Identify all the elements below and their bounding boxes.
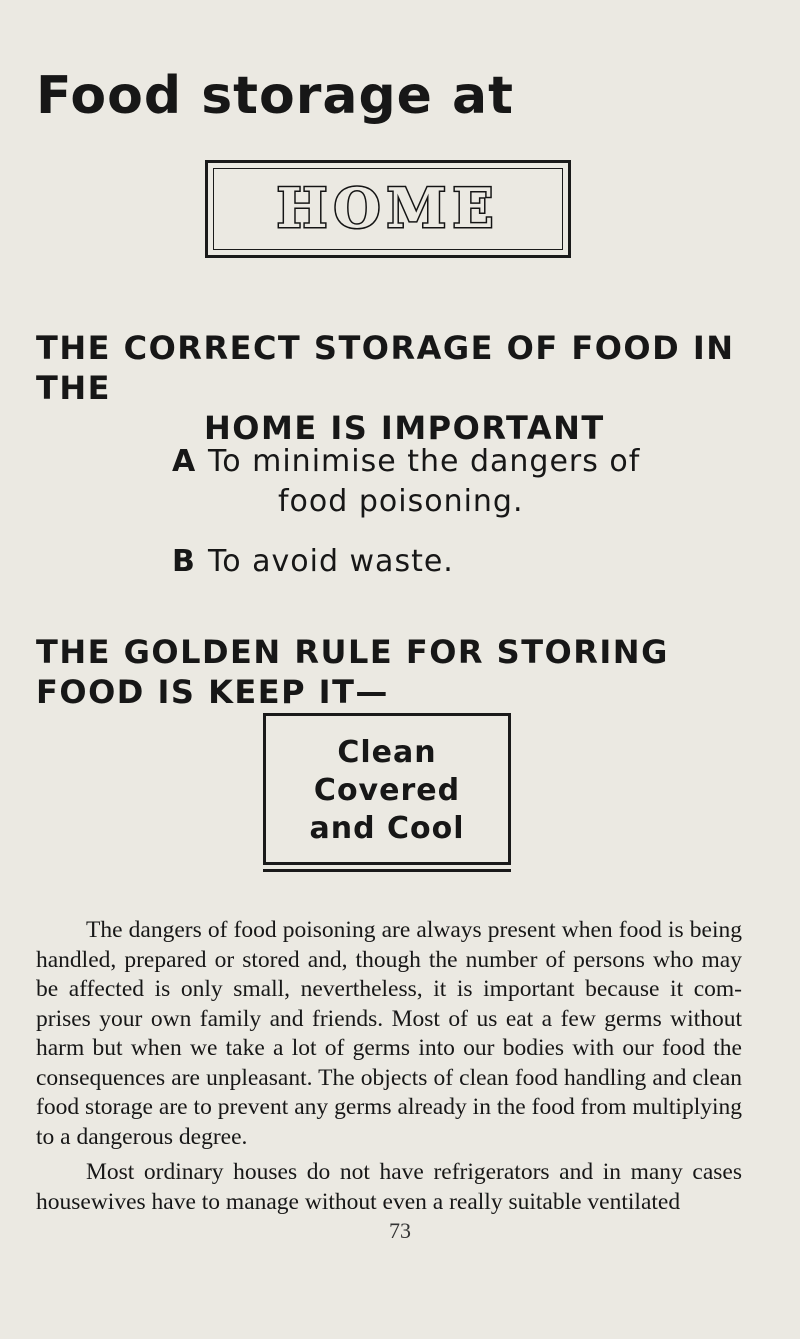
reason-text-continued: food poisoning. — [278, 484, 524, 519]
rule-cool: and Cool — [309, 811, 465, 846]
rule-clean: Clean — [337, 735, 437, 770]
reason-b — [172, 542, 454, 582]
reason-letter: B — [172, 544, 195, 579]
heading-line-1: THE CORRECT STORAGE OF FOOD IN THE — [36, 329, 735, 407]
body-paragraph: The dangers of food poisoning are always present when food is being handled, prepared or stored and, though the number of persons who may be affected is only small, nevertheless, it is important because it com- prises your own family and friends. Most of us eat a few germs without harm but when we take a lot of germs into our bodies with our food the consequences are unpleasant. The objects of clean food handling and clean food storage are to prevent any germs already in the food from multiplying to a dangerous degree. — [36, 917, 742, 1150]
section-heading-importance — [36, 328, 756, 448]
reason-a — [172, 442, 640, 522]
reason-letter: A — [172, 444, 196, 479]
section-heading-golden-rule: THE GOLDEN RULE FOR STORING FOOD IS KEEP IT— — [36, 633, 669, 711]
rule-covered: Covered — [313, 773, 461, 808]
page-title: Food storage at — [36, 66, 514, 126]
golden-rule-box — [263, 713, 511, 865]
heading-line-2: HOME IS IMPORTANT — [204, 409, 605, 447]
reason-text: To minimise the dangers of — [208, 444, 641, 479]
home-title-word: HOME — [276, 176, 500, 240]
body-paragraph: Most ordinary houses do not have refrigerators and in many cases housewives have to manage without even a really suitable ventilated — [36, 1159, 742, 1215]
page-number: 73 — [389, 1218, 411, 1243]
home-title-box — [205, 160, 571, 258]
reason-text: To avoid waste. — [208, 544, 454, 579]
